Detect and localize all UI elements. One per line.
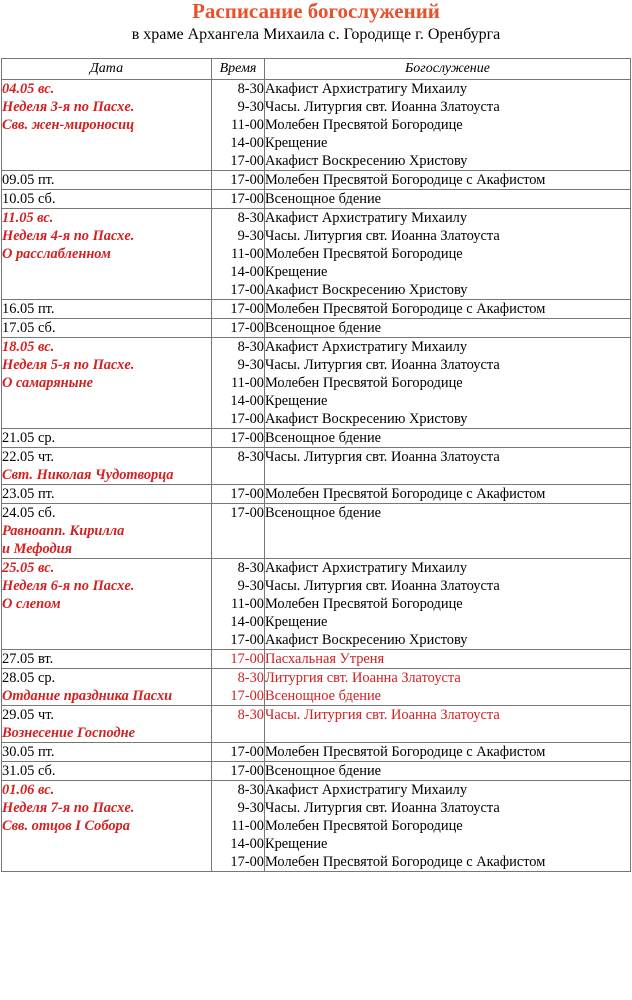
service-cell bbox=[265, 762, 631, 781]
feast-label: О слепом bbox=[2, 596, 61, 612]
service-time: 17-00 bbox=[230, 191, 264, 207]
service-time: 8-30 bbox=[237, 707, 264, 723]
time-cell bbox=[212, 300, 265, 319]
service-name: Акафист Архистратигу Михаилу bbox=[265, 560, 468, 576]
service-time: 11-00 bbox=[230, 596, 264, 612]
service-time: 17-00 bbox=[230, 153, 264, 169]
time-cell bbox=[212, 706, 265, 743]
date-label: 11.05 вс. bbox=[2, 210, 54, 226]
service-cell bbox=[265, 80, 631, 171]
service-time: 9-30 bbox=[237, 228, 264, 244]
time-cell bbox=[212, 190, 265, 209]
service-name: Часы. Литургия свт. Иоанна Златоуста bbox=[265, 357, 500, 373]
table-row bbox=[2, 171, 631, 190]
service-name: Молебен Пресвятой Богородице с Акафистом bbox=[265, 301, 546, 317]
service-name: Пасхальная Утреня bbox=[265, 651, 385, 667]
service-time: 17-00 bbox=[230, 282, 264, 298]
date-cell bbox=[2, 171, 212, 190]
service-name: Часы. Литургия свт. Иоанна Златоуста bbox=[265, 228, 500, 244]
service-name: Молебен Пресвятой Богородице bbox=[265, 246, 463, 262]
date-label: 18.05 вс. bbox=[2, 339, 55, 355]
service-name: Литургия свт. Иоанна Златоуста bbox=[265, 670, 461, 686]
service-time: 17-00 bbox=[230, 411, 264, 427]
service-time: 14-00 bbox=[230, 135, 264, 151]
date-label: 16.05 пт. bbox=[2, 301, 55, 317]
time-cell bbox=[212, 429, 265, 448]
time-cell bbox=[212, 781, 265, 872]
column-header-time: Время bbox=[212, 59, 265, 80]
feast-label: и Мефодия bbox=[2, 541, 73, 557]
feast-label: О самаряныне bbox=[2, 375, 94, 391]
service-cell bbox=[265, 485, 631, 504]
date-label: 23.05 пт. bbox=[2, 486, 55, 502]
date-label: 25.05 вс. bbox=[2, 560, 55, 576]
time-cell bbox=[212, 80, 265, 171]
service-time: 14-00 bbox=[230, 264, 264, 280]
service-name: Всенощное бдение bbox=[265, 763, 382, 779]
time-cell bbox=[212, 171, 265, 190]
service-name: Акафист Воскресению Христову bbox=[265, 411, 468, 427]
date-cell bbox=[2, 650, 212, 669]
time-cell bbox=[212, 338, 265, 429]
feast-label: Неделя 7-я по Пасхе. bbox=[2, 800, 135, 816]
feast-label: Вознесение Господне bbox=[2, 725, 136, 741]
table-row bbox=[2, 781, 631, 872]
table-row bbox=[2, 559, 631, 650]
service-name: Всенощное бдение bbox=[265, 191, 382, 207]
time-cell bbox=[212, 319, 265, 338]
feast-label: Свв. жен-мироносиц bbox=[2, 117, 135, 133]
service-name: Молебен Пресвятой Богородице bbox=[265, 117, 463, 133]
table-row bbox=[2, 504, 631, 559]
service-name: Крещение bbox=[265, 836, 328, 852]
table-row bbox=[2, 669, 631, 706]
date-label: 01.06 вс. bbox=[2, 782, 55, 798]
feast-label: Свв. отцов I Собора bbox=[2, 818, 130, 834]
service-time: 17-00 bbox=[230, 688, 264, 704]
service-cell bbox=[265, 706, 631, 743]
date-cell bbox=[2, 762, 212, 781]
date-cell bbox=[2, 448, 212, 485]
time-cell bbox=[212, 650, 265, 669]
service-time: 11-00 bbox=[230, 375, 264, 391]
service-cell bbox=[265, 650, 631, 669]
time-cell bbox=[212, 669, 265, 706]
page-subtitle: в храме Архангела Михаила с. Городище г. Оренбурга bbox=[131, 26, 501, 43]
service-cell bbox=[265, 448, 631, 485]
time-cell bbox=[212, 209, 265, 300]
table-row bbox=[2, 338, 631, 429]
table-row bbox=[2, 190, 631, 209]
date-cell bbox=[2, 485, 212, 504]
date-label: 04.05 вс. bbox=[2, 81, 55, 97]
service-name: Всенощное бдение bbox=[265, 688, 382, 704]
date-cell bbox=[2, 743, 212, 762]
service-cell bbox=[265, 669, 631, 706]
service-time: 17-00 bbox=[230, 172, 264, 188]
service-time: 14-00 bbox=[230, 836, 264, 852]
date-label: 24.05 сб. bbox=[2, 505, 56, 521]
date-cell bbox=[2, 319, 212, 338]
service-time: 17-00 bbox=[230, 854, 264, 870]
service-time: 17-00 bbox=[230, 632, 264, 648]
time-cell bbox=[212, 448, 265, 485]
date-cell bbox=[2, 781, 212, 872]
date-cell bbox=[2, 429, 212, 448]
date-cell bbox=[2, 209, 212, 300]
service-time: 8-30 bbox=[237, 670, 264, 686]
service-name: Всенощное бдение bbox=[265, 505, 382, 521]
date-cell bbox=[2, 80, 212, 171]
date-cell bbox=[2, 190, 212, 209]
table-row bbox=[2, 300, 631, 319]
date-cell bbox=[2, 338, 212, 429]
feast-label: Отдание праздника Пасхи bbox=[2, 688, 173, 704]
service-name: Молебен Пресвятой Богородице bbox=[265, 375, 463, 391]
date-cell bbox=[2, 559, 212, 650]
service-name: Крещение bbox=[265, 135, 328, 151]
service-name: Часы. Литургия свт. Иоанна Златоуста bbox=[265, 578, 500, 594]
service-cell bbox=[265, 171, 631, 190]
service-cell bbox=[265, 190, 631, 209]
date-label: 28.05 ср. bbox=[2, 670, 56, 686]
service-name: Акафист Архистратигу Михаилу bbox=[265, 339, 468, 355]
service-name: Акафист Архистратигу Михаилу bbox=[265, 782, 468, 798]
service-time: 9-30 bbox=[237, 99, 264, 115]
service-cell bbox=[265, 559, 631, 650]
service-time: 17-00 bbox=[230, 486, 264, 502]
table-row bbox=[2, 706, 631, 743]
service-time: 11-00 bbox=[230, 246, 264, 262]
service-cell bbox=[265, 319, 631, 338]
feast-label: О расслабленном bbox=[2, 246, 111, 262]
service-cell bbox=[265, 429, 631, 448]
table-row bbox=[2, 743, 631, 762]
page-title: Расписание богослужений bbox=[192, 0, 440, 23]
date-label: 10.05 сб. bbox=[2, 191, 56, 207]
service-name: Молебен Пресвятой Богородице с Акафистом bbox=[265, 744, 546, 760]
service-time: 17-00 bbox=[230, 651, 264, 667]
table-row bbox=[2, 209, 631, 300]
service-time: 9-30 bbox=[237, 357, 264, 373]
service-time: 8-30 bbox=[237, 449, 264, 465]
service-name: Всенощное бдение bbox=[265, 320, 382, 336]
schedule-body bbox=[2, 80, 631, 872]
service-cell bbox=[265, 300, 631, 319]
feast-label: Неделя 4-я по Пасхе. bbox=[2, 228, 135, 244]
date-label: 21.05 ср. bbox=[2, 430, 56, 446]
service-name: Акафист Архистратигу Михаилу bbox=[265, 81, 468, 97]
service-time: 8-30 bbox=[237, 81, 264, 97]
service-time: 8-30 bbox=[237, 339, 264, 355]
time-cell bbox=[212, 485, 265, 504]
date-cell bbox=[2, 669, 212, 706]
service-cell bbox=[265, 781, 631, 872]
feast-label: Неделя 6-я по Пасхе. bbox=[2, 578, 135, 594]
table-row bbox=[2, 485, 631, 504]
service-time: 8-30 bbox=[237, 210, 264, 226]
service-name: Крещение bbox=[265, 393, 328, 409]
time-cell bbox=[212, 762, 265, 781]
time-cell bbox=[212, 743, 265, 762]
service-time: 17-00 bbox=[230, 744, 264, 760]
schedule-table bbox=[1, 58, 631, 872]
service-cell bbox=[265, 504, 631, 559]
date-label: 31.05 сб. bbox=[2, 763, 56, 779]
service-cell bbox=[265, 209, 631, 300]
service-time: 17-00 bbox=[230, 430, 264, 446]
service-cell bbox=[265, 743, 631, 762]
time-cell bbox=[212, 559, 265, 650]
column-header-service: Богослужение bbox=[265, 59, 631, 80]
service-name: Часы. Литургия свт. Иоанна Златоуста bbox=[265, 707, 500, 723]
table-row bbox=[2, 80, 631, 171]
service-time: 17-00 bbox=[230, 320, 264, 336]
service-time: 14-00 bbox=[230, 614, 264, 630]
table-row bbox=[2, 762, 631, 781]
feast-label: Равноапп. Кирилла bbox=[2, 523, 125, 539]
service-name: Молебен Пресвятой Богородице с Акафистом bbox=[265, 486, 546, 502]
service-name: Молебен Пресвятой Богородице bbox=[265, 596, 463, 612]
service-cell bbox=[265, 338, 631, 429]
table-row bbox=[2, 650, 631, 669]
service-name: Часы. Литургия свт. Иоанна Златоуста bbox=[265, 99, 500, 115]
service-time: 17-00 bbox=[230, 505, 264, 521]
service-name: Молебен Пресвятой Богородице с Акафистом bbox=[265, 854, 546, 870]
date-cell bbox=[2, 300, 212, 319]
service-time: 14-00 bbox=[230, 393, 264, 409]
service-name: Крещение bbox=[265, 614, 328, 630]
service-time: 17-00 bbox=[230, 763, 264, 779]
date-label: 30.05 пт. bbox=[2, 744, 55, 760]
service-name: Всенощное бдение bbox=[265, 430, 382, 446]
service-time: 9-30 bbox=[237, 578, 264, 594]
service-name: Акафист Воскресению Христову bbox=[265, 282, 468, 298]
table-header-row bbox=[2, 59, 631, 80]
feast-label: Неделя 5-я по Пасхе. bbox=[2, 357, 135, 373]
table-row bbox=[2, 319, 631, 338]
service-name: Акафист Воскресению Христову bbox=[265, 153, 468, 169]
service-name: Часы. Литургия свт. Иоанна Златоуста bbox=[265, 449, 500, 465]
service-time: 11-00 bbox=[230, 117, 264, 133]
service-name: Акафист Архистратигу Михаилу bbox=[265, 210, 468, 226]
date-cell bbox=[2, 706, 212, 743]
service-time: 11-00 bbox=[230, 818, 264, 834]
date-label: 27.05 вт. bbox=[2, 651, 54, 667]
service-time: 8-30 bbox=[237, 560, 264, 576]
service-name: Крещение bbox=[265, 264, 328, 280]
service-name: Молебен Пресвятой Богородице bbox=[265, 818, 463, 834]
feast-label: Свт. Николая Чудотворца bbox=[2, 467, 174, 483]
time-cell bbox=[212, 504, 265, 559]
service-name: Часы. Литургия свт. Иоанна Златоуста bbox=[265, 800, 500, 816]
date-label: 22.05 чт. bbox=[2, 449, 55, 465]
table-row bbox=[2, 448, 631, 485]
service-name: Молебен Пресвятой Богородице с Акафистом bbox=[265, 172, 546, 188]
date-cell bbox=[2, 504, 212, 559]
date-label: 09.05 пт. bbox=[2, 172, 55, 188]
service-time: 8-30 bbox=[237, 782, 264, 798]
column-header-date: Дата bbox=[2, 59, 212, 80]
feast-label: Неделя 3-я по Пасхе. bbox=[2, 99, 135, 115]
table-row bbox=[2, 429, 631, 448]
service-name: Акафист Воскресению Христову bbox=[265, 632, 468, 648]
service-time: 9-30 bbox=[237, 800, 264, 816]
date-label: 29.05 чт. bbox=[2, 707, 55, 723]
date-label: 17.05 сб. bbox=[2, 320, 56, 336]
service-time: 17-00 bbox=[230, 301, 264, 317]
